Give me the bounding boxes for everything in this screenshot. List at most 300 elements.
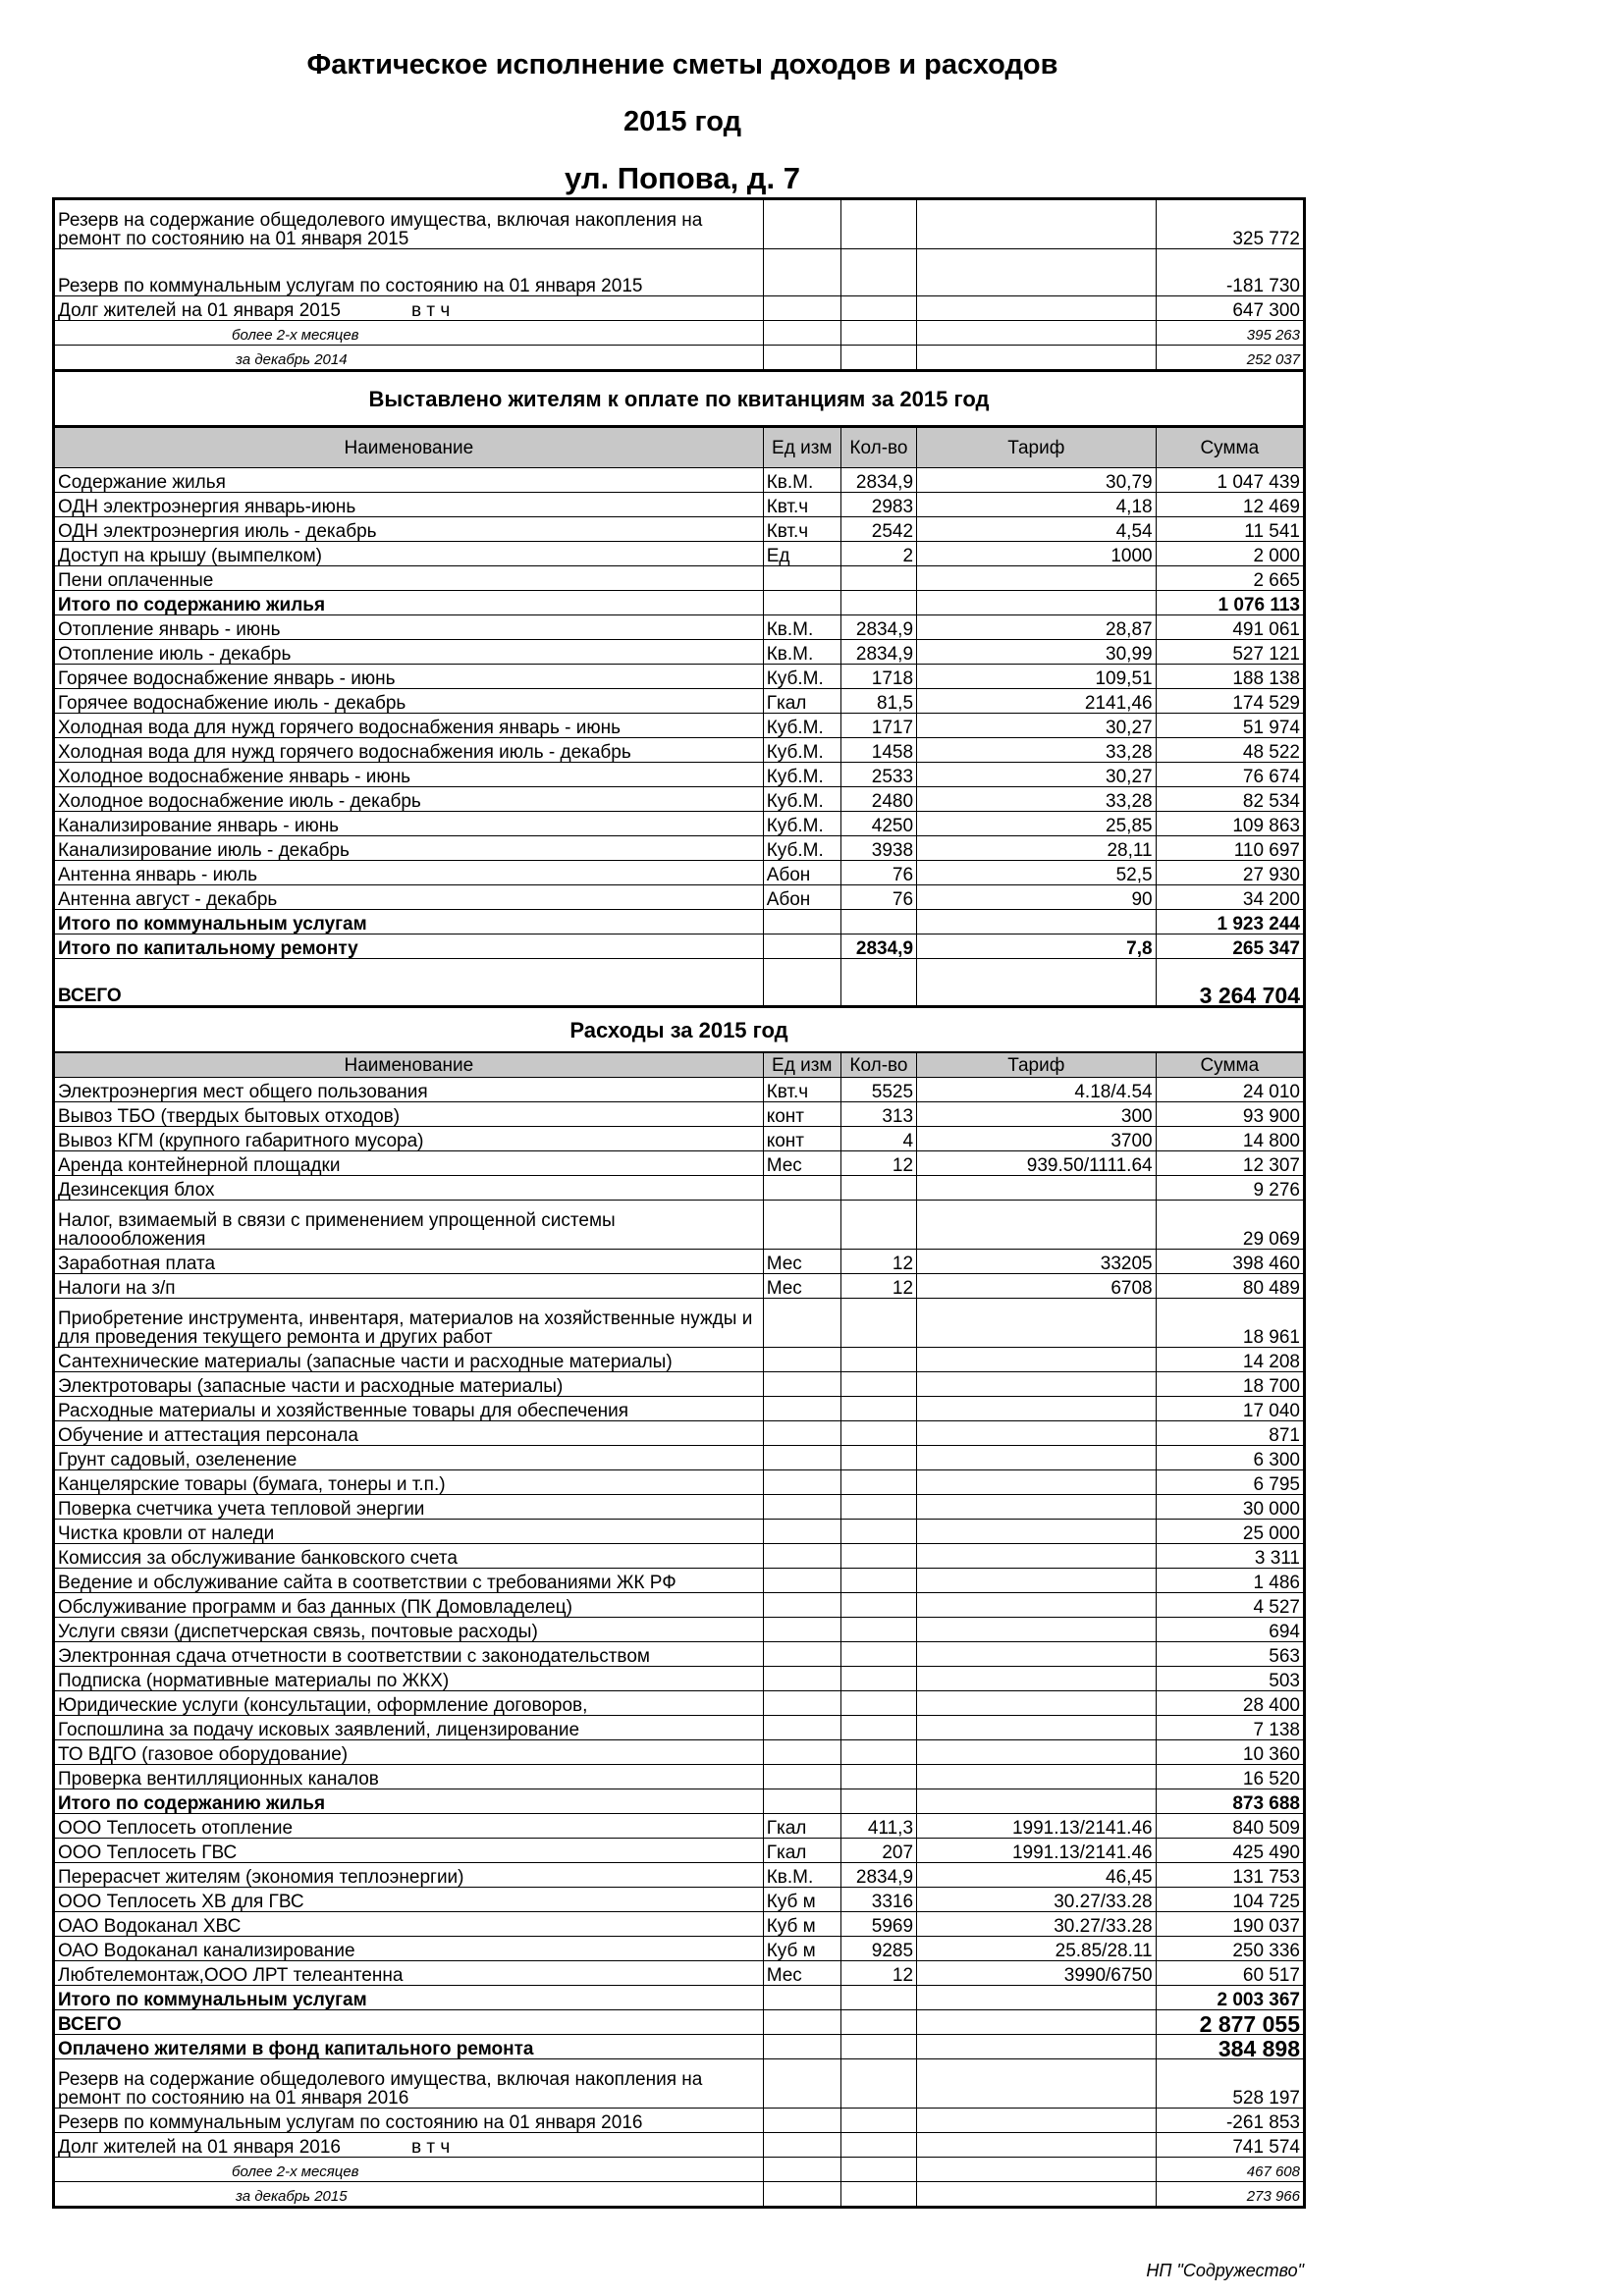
row-name: Комиссия за обслуживание банковского счета (54, 1544, 764, 1569)
row-qty (840, 1716, 916, 1740)
row-sum: -181 730 (1156, 249, 1304, 296)
row-tariff: 25,85 (917, 812, 1157, 836)
debt-row (54, 2133, 1305, 2158)
row-name: ООО Теплосеть ГВС (54, 1839, 764, 1863)
row-unit: конт (763, 1102, 840, 1127)
row-qty (840, 1740, 916, 1765)
row-sum: 28 400 (1156, 1691, 1304, 1716)
row-name: Госпошлина за подачу исковых заявлений, лицензирование (54, 1716, 764, 1740)
row-sum: 563 (1156, 1642, 1304, 1667)
row-qty: 2834,9 (840, 934, 916, 959)
row-qty (840, 1765, 916, 1789)
row-tariff (917, 1667, 1157, 1691)
row-sum: 34 200 (1156, 885, 1304, 910)
row-sum: 1 076 113 (1156, 591, 1304, 615)
table-row (54, 1912, 1305, 1937)
row-sum: 80 489 (1156, 1274, 1304, 1299)
row-sum: 528 197 (1156, 2059, 1304, 2109)
row-name: Услуги связи (диспетчерская связь, почтовые расходы) (54, 1618, 764, 1642)
row-qty: 1717 (840, 714, 916, 738)
row-unit (763, 1642, 840, 1667)
row-qty: 411,3 (840, 1814, 916, 1839)
row-qty: 2533 (840, 763, 916, 787)
row-sum: 109 863 (1156, 812, 1304, 836)
row-name: Обучение и аттестация персонала (54, 1421, 764, 1446)
row-sum: 9 276 (1156, 1176, 1304, 1201)
row-name: Юридические услуги (консультации, оформление договоров, (54, 1691, 764, 1716)
row-sum: 27 930 (1156, 861, 1304, 885)
table-row (54, 1544, 1305, 1569)
row-tariff: 6708 (917, 1274, 1157, 1299)
row-name: Приобретение инструмента, инвентаря, материалов на хозяйственные нужды и для проведения текущего ремонта и других работ (54, 1299, 764, 1348)
income-heading: Выставлено жителям к оплате по квитанциям за 2015 год (54, 371, 1305, 427)
row-tariff: 4,54 (917, 517, 1157, 542)
row-unit (763, 910, 840, 934)
row-tariff: 33,28 (917, 787, 1157, 812)
row-name: Горячее водоснабжение январь - июнь (54, 665, 764, 689)
table-row (54, 1789, 1305, 1814)
table-row (54, 1397, 1305, 1421)
row-qty: 76 (840, 885, 916, 910)
row-tariff (917, 1421, 1157, 1446)
row-unit (763, 1667, 840, 1691)
row-sum: 25 000 (1156, 1520, 1304, 1544)
table-row (54, 615, 1305, 640)
row-qty (840, 1618, 916, 1642)
row-qty: 2 (840, 542, 916, 566)
row-unit (763, 1691, 840, 1716)
table-row (54, 1814, 1305, 1839)
row-tariff: 30,27 (917, 714, 1157, 738)
row-tariff (917, 1495, 1157, 1520)
row-qty (840, 1495, 916, 1520)
row-qty: 12 (840, 1250, 916, 1274)
row-sum: 6 300 (1156, 1446, 1304, 1470)
row-name: Обслуживание программ и баз данных (ПК Домовладелец) (54, 1593, 764, 1618)
row-tariff: 30.27/33.28 (917, 1912, 1157, 1937)
row-sum: 10 360 (1156, 1740, 1304, 1765)
row-sum: 6 795 (1156, 1470, 1304, 1495)
row-name: ООО Теплосеть отопление (54, 1814, 764, 1839)
row-qty: 12 (840, 1151, 916, 1176)
total-value: 2 877 055 (1156, 2010, 1304, 2035)
reserve-maint-row (54, 2059, 1305, 2109)
row-name: Доступ на крышу (вымпелком) (54, 542, 764, 566)
row-sum: 76 674 (1156, 763, 1304, 787)
col-unit: Ед изм (763, 427, 840, 468)
table-row (54, 861, 1305, 885)
row-unit: Квт.ч (763, 517, 840, 542)
debt-over2-row (54, 2158, 1305, 2182)
table-row (54, 1102, 1305, 1127)
row-sum: 4 527 (1156, 1593, 1304, 1618)
row-qty: 4250 (840, 812, 916, 836)
row-unit (763, 1569, 840, 1593)
row-unit: Мес (763, 1151, 840, 1176)
row-sum: 60 517 (1156, 1961, 1304, 1986)
income-rows (54, 468, 1305, 959)
row-tariff: 52,5 (917, 861, 1157, 885)
row-sum: 12 469 (1156, 493, 1304, 517)
row-name: Итого по капитальному ремонту (54, 934, 764, 959)
row-unit: Куб.М. (763, 787, 840, 812)
row-sum: 273 966 (1156, 2182, 1304, 2208)
row-unit (763, 1618, 840, 1642)
row-name: более 2-х месяцев (54, 321, 764, 346)
row-sum: 110 697 (1156, 836, 1304, 861)
table-row (54, 542, 1305, 566)
row-tariff (917, 1716, 1157, 1740)
row-qty (840, 1397, 916, 1421)
row-name: Проверка вентилляционных каналов (54, 1765, 764, 1789)
table-row (54, 1961, 1305, 1986)
row-tariff (917, 566, 1157, 591)
table-row (54, 1839, 1305, 1863)
row-unit (763, 934, 840, 959)
table-row (54, 1986, 1305, 2010)
income-columns (54, 427, 1305, 468)
row-qty (840, 1299, 916, 1348)
col-unit: Ед изм (763, 1052, 840, 1078)
row-unit (763, 1765, 840, 1789)
table-row (54, 591, 1305, 615)
table-row (54, 1201, 1305, 1250)
row-sum: 325 772 (1156, 199, 1304, 249)
row-sum: 14 800 (1156, 1127, 1304, 1151)
row-sum: 384 898 (1156, 2035, 1304, 2059)
table-row (54, 1765, 1305, 1789)
row-name: Итого по содержанию жилья (54, 591, 764, 615)
row-unit: Куб.М. (763, 836, 840, 861)
row-qty: 2480 (840, 787, 916, 812)
col-qty: Кол-во (840, 1052, 916, 1078)
income-total-row (54, 959, 1305, 1007)
table-row (54, 812, 1305, 836)
debt-incl: в т ч (411, 300, 451, 321)
row-tariff (917, 1201, 1157, 1250)
row-sum: 18 961 (1156, 1299, 1304, 1348)
row-sum: 14 208 (1156, 1348, 1304, 1372)
row-sum: 2 003 367 (1156, 1986, 1304, 2010)
row-tariff: 4.18/4.54 (917, 1078, 1157, 1102)
row-tariff (917, 1691, 1157, 1716)
row-unit: Куб.М. (763, 812, 840, 836)
row-tariff (917, 1470, 1157, 1495)
row-qty: 12 (840, 1274, 916, 1299)
table-row (54, 934, 1305, 959)
table-row (54, 1372, 1305, 1397)
table-row (54, 1716, 1305, 1740)
total-label: ВСЕГО (54, 2010, 764, 2035)
table-row (54, 665, 1305, 689)
row-tariff (917, 1544, 1157, 1569)
row-sum: 24 010 (1156, 1078, 1304, 1102)
row-name: за декабрь 2014 (54, 346, 764, 371)
row-name: Горячее водоснабжение июль - декабрь (54, 689, 764, 714)
row-name: Грунт садовый, озеленение (54, 1446, 764, 1470)
row-qty: 2542 (840, 517, 916, 542)
row-sum: 694 (1156, 1618, 1304, 1642)
row-qty: 3938 (840, 836, 916, 861)
row-name: Дезинсекция блох (54, 1176, 764, 1201)
row-qty (840, 1569, 916, 1593)
row-tariff: 33,28 (917, 738, 1157, 763)
row-qty (840, 1986, 916, 2010)
row-name: Подписка (нормативные материалы по ЖКХ) (54, 1667, 764, 1691)
row-sum: 1 923 244 (1156, 910, 1304, 934)
row-name: Резерв на содержание общедолевого имущества, включая накопления на ремонт по состоянию на 01 января 2016 (54, 2059, 764, 2109)
row-name: Налоги на з/п (54, 1274, 764, 1299)
expenses-header (54, 1007, 1305, 1078)
row-name: Расходные материалы и хозяйственные товары для обеспечения (54, 1397, 764, 1421)
row-unit (763, 1176, 840, 1201)
table-row (54, 1618, 1305, 1642)
row-qty (840, 1446, 916, 1470)
row-qty: 3316 (840, 1888, 916, 1912)
table-row (54, 1691, 1305, 1716)
closing-balances (54, 2035, 1305, 2208)
table-row (54, 1446, 1305, 1470)
row-tariff: 33205 (917, 1250, 1157, 1274)
table-row (54, 1740, 1305, 1765)
reserve-util-row (54, 2109, 1305, 2133)
row-qty: 5525 (840, 1078, 916, 1102)
table-row (54, 763, 1305, 787)
row-qty (840, 1520, 916, 1544)
row-sum: 48 522 (1156, 738, 1304, 763)
table-row (54, 1348, 1305, 1372)
row-unit: Мес (763, 1274, 840, 1299)
row-name: Заработная плата (54, 1250, 764, 1274)
footer-organization: НП "Содружество" (1146, 2261, 1304, 2280)
row-tariff (917, 1740, 1157, 1765)
col-qty: Кол-во (840, 427, 916, 468)
row-unit (763, 1740, 840, 1765)
table-row (54, 1078, 1305, 1102)
row-unit (763, 1348, 840, 1372)
row-tariff (917, 1593, 1157, 1618)
row-unit (763, 1372, 840, 1397)
row-tariff: 25.85/28.11 (917, 1937, 1157, 1961)
row-unit: Гкал (763, 689, 840, 714)
row-tariff (917, 1642, 1157, 1667)
row-name (54, 296, 764, 321)
row-sum: 174 529 (1156, 689, 1304, 714)
row-qty (840, 1421, 916, 1446)
col-tariff: Тариф (917, 427, 1157, 468)
row-qty: 2834,9 (840, 468, 916, 493)
table-row (54, 1520, 1305, 1544)
row-sum: 2 665 (1156, 566, 1304, 591)
row-name: Перерасчет жителям (экономия теплоэнергии) (54, 1863, 764, 1888)
row-name: Аренда контейнерной площадки (54, 1151, 764, 1176)
row-tariff: 2141,46 (917, 689, 1157, 714)
col-name: Наименование (54, 427, 764, 468)
row-qty: 4 (840, 1127, 916, 1151)
row-unit: Гкал (763, 1814, 840, 1839)
row-unit (763, 1716, 840, 1740)
row-unit (763, 1397, 840, 1421)
table-row (54, 787, 1305, 812)
row-qty (840, 1372, 916, 1397)
row-sum: 1 047 439 (1156, 468, 1304, 493)
income-total (54, 959, 1305, 1007)
row-unit (763, 1789, 840, 1814)
row-unit: Квт.ч (763, 1078, 840, 1102)
row-tariff: 7,8 (917, 934, 1157, 959)
row-qty (840, 1691, 916, 1716)
row-name: Холодная вода для нужд горячего водоснабжения июль - декабрь (54, 738, 764, 763)
row-tariff (917, 1618, 1157, 1642)
row-sum: 647 300 (1156, 296, 1304, 321)
row-unit: Гкал (763, 1839, 840, 1863)
row-name (54, 2133, 764, 2158)
row-name: Налог, взимаемый в связи с применением упрощенной системы налоообложения (54, 1201, 764, 1250)
row-qty: 313 (840, 1102, 916, 1127)
row-qty (840, 1789, 916, 1814)
table-row (54, 1888, 1305, 1912)
row-sum: 873 688 (1156, 1789, 1304, 1814)
row-name: Холодная вода для нужд горячего водоснабжения январь - июнь (54, 714, 764, 738)
table-row (54, 1642, 1305, 1667)
row-name: ОАО Водоканал канализирование (54, 1937, 764, 1961)
document-year: 2015 год (623, 106, 741, 137)
row-name: Электроэнергия мест общего пользования (54, 1078, 764, 1102)
row-sum: 190 037 (1156, 1912, 1304, 1937)
row-tariff: 3700 (917, 1127, 1157, 1151)
row-sum: 51 974 (1156, 714, 1304, 738)
row-name: Итого по коммунальным услугам (54, 910, 764, 934)
row-unit (763, 1421, 840, 1446)
row-sum: 17 040 (1156, 1397, 1304, 1421)
row-sum: 252 037 (1156, 346, 1304, 371)
row-tariff (917, 910, 1157, 934)
row-unit: Абон (763, 861, 840, 885)
row-unit (763, 1446, 840, 1470)
row-name: ОАО Водоканал ХВС (54, 1912, 764, 1937)
row-sum: 7 138 (1156, 1716, 1304, 1740)
row-unit: Куб м (763, 1937, 840, 1961)
row-tariff: 30,27 (917, 763, 1157, 787)
row-qty (840, 1593, 916, 1618)
row-unit: Ед (763, 542, 840, 566)
debt-incl: в т ч (411, 2137, 451, 2158)
row-qty (840, 1544, 916, 1569)
row-sum: 16 520 (1156, 1765, 1304, 1789)
table-row (54, 1667, 1305, 1691)
row-unit: Мес (763, 1961, 840, 1986)
col-sum: Сумма (1156, 427, 1304, 468)
row-unit: Квт.ч (763, 493, 840, 517)
row-sum: 250 336 (1156, 1937, 1304, 1961)
table-row (54, 1176, 1305, 1201)
col-name: Наименование (54, 1052, 764, 1078)
table-row (54, 1151, 1305, 1176)
row-qty (840, 566, 916, 591)
row-name: Резерв по коммунальным услугам по состоянию на 01 января 2015 (54, 249, 764, 296)
budget-table (52, 197, 1306, 2209)
row-tariff: 46,45 (917, 1863, 1157, 1888)
row-sum: 93 900 (1156, 1102, 1304, 1127)
row-sum: 398 460 (1156, 1250, 1304, 1274)
table-row (54, 910, 1305, 934)
row-name: Ведение и обслуживание сайта в соответствии с требованиями ЖК РФ (54, 1569, 764, 1593)
row-unit: Кв.М. (763, 1863, 840, 1888)
row-tariff (917, 1372, 1157, 1397)
table-row (54, 640, 1305, 665)
reserve-util-row (54, 249, 1305, 296)
row-name: Канализирование январь - июнь (54, 812, 764, 836)
row-qty (840, 1201, 916, 1250)
table-row (54, 1937, 1305, 1961)
row-unit (763, 1544, 840, 1569)
row-sum: 741 574 (1156, 2133, 1304, 2158)
row-sum: 18 700 (1156, 1372, 1304, 1397)
row-tariff (917, 1176, 1157, 1201)
row-tariff (917, 591, 1157, 615)
row-sum: 12 307 (1156, 1151, 1304, 1176)
income-heading-row (54, 371, 1305, 427)
table-row (54, 1863, 1305, 1888)
row-name: Содержание жилья (54, 468, 764, 493)
row-qty (840, 1642, 916, 1667)
row-tariff: 28,87 (917, 615, 1157, 640)
row-qty: 1718 (840, 665, 916, 689)
row-tariff: 109,51 (917, 665, 1157, 689)
row-unit: Куб.М. (763, 714, 840, 738)
capital-fund-row (54, 2035, 1305, 2059)
row-tariff (917, 1569, 1157, 1593)
row-name: Холодное водоснабжение июль - декабрь (54, 787, 764, 812)
row-qty: 2834,9 (840, 1863, 916, 1888)
row-sum: 3 311 (1156, 1544, 1304, 1569)
row-sum: 82 534 (1156, 787, 1304, 812)
row-tariff: 300 (917, 1102, 1157, 1127)
row-tariff (917, 1446, 1157, 1470)
table-row (54, 517, 1305, 542)
row-unit: конт (763, 1127, 840, 1151)
row-name: Вывоз КГМ (крупного габаритного мусора) (54, 1127, 764, 1151)
row-tariff (917, 1520, 1157, 1544)
row-tariff: 90 (917, 885, 1157, 910)
debt-row (54, 296, 1305, 321)
row-qty: 5969 (840, 1912, 916, 1937)
row-sum: 131 753 (1156, 1863, 1304, 1888)
row-unit: Кв.М. (763, 615, 840, 640)
row-name: Отопление январь - июнь (54, 615, 764, 640)
row-name: Сантехнические материалы (запасные части и расходные материалы) (54, 1348, 764, 1372)
row-sum: 1 486 (1156, 1569, 1304, 1593)
expenses-rows (54, 1078, 1305, 2010)
row-name: Вывоз ТБО (твердых бытовых отходов) (54, 1102, 764, 1127)
reserve-maint-row (54, 199, 1305, 249)
row-tariff (917, 1348, 1157, 1372)
row-tariff: 30,99 (917, 640, 1157, 665)
table-row (54, 1274, 1305, 1299)
row-tariff: 4,18 (917, 493, 1157, 517)
row-unit (763, 1470, 840, 1495)
row-unit (763, 1495, 840, 1520)
row-sum: 395 263 (1156, 321, 1304, 346)
row-qty: 76 (840, 861, 916, 885)
row-tariff: 3990/6750 (917, 1961, 1157, 1986)
table-row (54, 1569, 1305, 1593)
row-name: Антенна август - декабрь (54, 885, 764, 910)
total-value: 3 264 704 (1156, 959, 1304, 1007)
row-tariff: 1991.13/2141.46 (917, 1839, 1157, 1863)
row-sum: 503 (1156, 1667, 1304, 1691)
row-qty: 1458 (840, 738, 916, 763)
